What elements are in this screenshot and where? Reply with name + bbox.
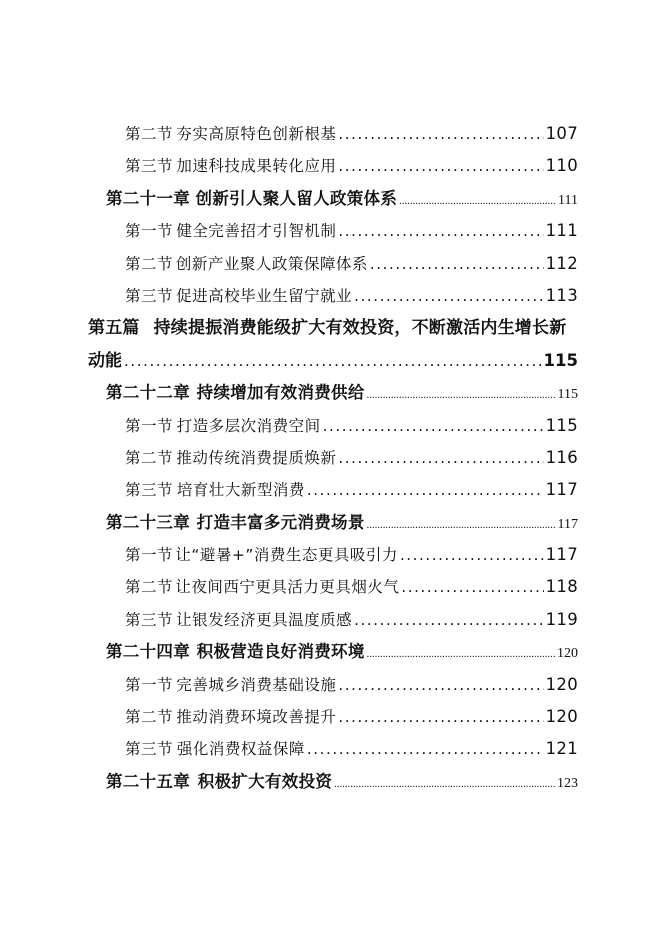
toc-entry-section[interactable]: [0, 669, 662, 701]
entry-title: 创新引人聚人留人政策体系: [195, 188, 398, 208]
toc-entry-section[interactable]: [0, 539, 662, 571]
entry-title: 健全完善招才引智机制: [176, 222, 337, 241]
entry-title: 夯实高原特色创新根基: [176, 125, 337, 143]
page-number: 115: [545, 415, 578, 435]
entry-label: 第三节: [125, 286, 174, 305]
toc-entry-section[interactable]: [0, 215, 662, 247]
page-number: 120: [545, 674, 578, 694]
entry-label: 第二十五章: [106, 771, 190, 791]
page-number: 115: [557, 387, 578, 403]
dot-leader: [323, 410, 544, 442]
entry-title-continued: 动能: [88, 350, 122, 371]
entry-title: 完善城乡消费基础设施: [176, 675, 337, 694]
page-number: 117: [557, 516, 578, 532]
dot-leader: [401, 571, 543, 603]
entry-label: 第一节: [125, 675, 174, 694]
page-number: 117: [545, 545, 578, 565]
entry-title: 持续提振消费能级扩大有效投资，不断激活内生增长新: [153, 318, 567, 339]
toc-entry-section[interactable]: [0, 442, 662, 474]
page-number: 113: [545, 285, 578, 305]
entry-title: 强化消费权益保障: [176, 740, 305, 759]
part-title-line-2: [88, 345, 578, 377]
entry-title: 积极营造良好消费环境: [196, 642, 365, 662]
page-number: 107: [545, 124, 578, 143]
dot-leader: [399, 186, 556, 218]
dot-leader: [338, 701, 543, 733]
entry-title: 推动消费环境改善提升: [176, 708, 337, 727]
toc-entry-section[interactable]: [0, 604, 662, 636]
toc-entry-chapter[interactable]: [0, 377, 662, 409]
toc-entry-section[interactable]: [0, 280, 662, 312]
entry-label: 第二十三章: [106, 512, 190, 532]
entry-title: 让银发经济更具温度质感: [176, 610, 353, 629]
page-number: 118: [545, 577, 578, 597]
page-number: 120: [557, 646, 578, 662]
page-number: 117: [545, 480, 578, 500]
toc-entry-section[interactable]: [0, 248, 662, 280]
entry-label: 第二十一章: [106, 188, 190, 208]
entry-label: 第五篇: [88, 318, 140, 339]
entry-title: 打造多层次消费空间: [176, 416, 321, 435]
entry-title: 打造丰富多元消费场景: [196, 512, 365, 532]
dot-leader: [338, 150, 543, 182]
entry-label: 第二节: [125, 125, 174, 143]
dot-leader: [354, 280, 543, 312]
table-of-contents: [0, 118, 662, 798]
toc-entry-chapter[interactable]: [0, 766, 662, 798]
page-number: 110: [545, 156, 578, 176]
part-title-line-1: [88, 312, 578, 344]
toc-entry-section[interactable]: [0, 150, 662, 182]
entry-title: 培育壮大新型消费: [176, 481, 305, 500]
dot-leader: [334, 769, 555, 801]
entry-label: 第二节: [125, 578, 174, 597]
entry-label: 第三节: [125, 157, 174, 176]
page-number: 119: [545, 609, 578, 629]
page-number: 115: [543, 350, 578, 370]
dot-leader: [354, 604, 543, 636]
dot-leader: [338, 442, 543, 474]
toc-entry-chapter[interactable]: [0, 183, 662, 215]
entry-label: 第二节: [125, 708, 174, 727]
entry-label: 第三节: [125, 481, 174, 500]
dot-leader: [338, 669, 543, 701]
entry-title: 积极扩大有效投资: [197, 771, 333, 791]
toc-entry-part[interactable]: [0, 312, 662, 377]
toc-entry-section[interactable]: [0, 733, 662, 765]
toc-entry-chapter[interactable]: [0, 636, 662, 668]
dot-leader: [400, 539, 544, 571]
toc-entry-section[interactable]: [0, 701, 662, 733]
page-number: 111: [545, 221, 578, 241]
entry-title: 让夜间西宁更具活力更具烟火气: [175, 578, 400, 597]
entry-label: 第一节: [125, 222, 174, 241]
dot-leader: [338, 118, 543, 150]
entry-title: 让“避暑+”消费生态更具吸引力: [175, 546, 398, 565]
page-number: 123: [557, 775, 578, 791]
entry-label: 第二十四章: [106, 642, 190, 662]
dot-leader: [307, 474, 544, 506]
entry-label: 第二节: [125, 254, 174, 273]
entry-title: 推动传统消费提质焕新: [176, 448, 337, 467]
toc-entry-section[interactable]: [0, 474, 662, 506]
entry-label: 第三节: [125, 740, 174, 759]
entry-title: 加速科技成果转化应用: [176, 157, 337, 176]
entry-label: 第一节: [125, 546, 174, 565]
dot-leader: [338, 215, 543, 247]
dot-leader: [367, 510, 556, 542]
entry-title: 创新产业聚人政策保障体系: [175, 254, 368, 273]
page-number: 116: [545, 447, 578, 467]
toc-entry-chapter[interactable]: [0, 507, 662, 539]
page-number: 112: [545, 253, 578, 273]
toc-entry-section[interactable]: [0, 571, 662, 603]
dot-leader: [124, 345, 542, 377]
dot-leader: [367, 380, 556, 412]
entry-label: 第三节: [125, 610, 174, 629]
dot-leader: [367, 639, 555, 671]
entry-label: 第一节: [125, 416, 174, 435]
page-number: 120: [545, 707, 578, 727]
entry-label: 第二十二章: [106, 383, 190, 403]
entry-title: 促进高校毕业生留宁就业: [176, 286, 353, 305]
dot-leader: [307, 733, 544, 765]
entry-label: 第二节: [125, 448, 174, 467]
page-number: 111: [558, 192, 578, 208]
toc-entry-section[interactable]: [0, 410, 662, 442]
toc-entry-section[interactable]: [0, 118, 662, 150]
page-number: 121: [545, 739, 578, 759]
dot-leader: [370, 248, 544, 280]
entry-title: 持续增加有效消费供给: [196, 383, 365, 403]
